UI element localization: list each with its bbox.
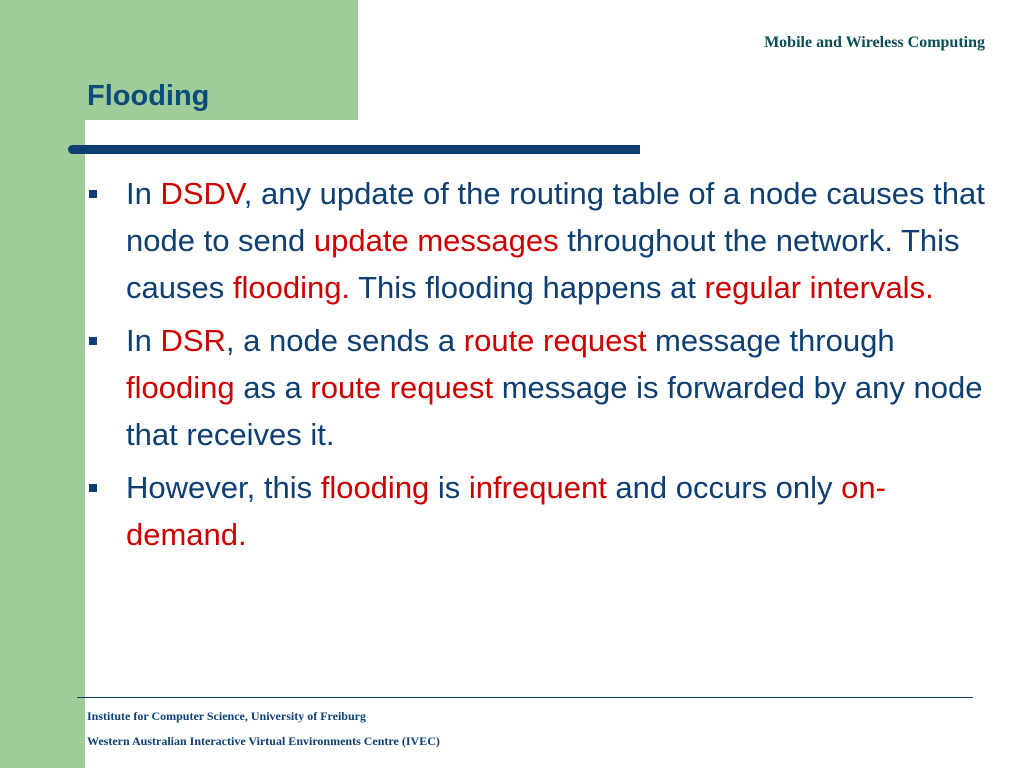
bullet-item — [87, 170, 987, 311]
bullet-text — [126, 176, 985, 305]
highlighted-term: regular intervals. — [704, 270, 934, 305]
title-underline-bar — [68, 145, 640, 154]
bullet-text — [126, 470, 886, 552]
highlighted-term: infrequent — [468, 470, 607, 505]
footer-institute: Institute for Computer Science, University of Freiburg — [87, 709, 366, 723]
square-bullet-icon — [89, 484, 97, 492]
highlighted-term: DSR — [160, 323, 226, 358]
slide-title: Flooding — [87, 80, 210, 112]
highlighted-term: update messages — [313, 223, 559, 258]
square-bullet-icon — [89, 337, 97, 345]
footer-centre: Western Australian Interactive Virtual Environments Centre (IVEC) — [87, 734, 440, 748]
bullet-segment: , any update of the routing table of a node causes that node to send — [126, 176, 985, 258]
highlighted-term: on-demand. — [126, 470, 886, 552]
bullet-segment: , a node sends a — [225, 323, 464, 358]
highlighted-term: route request — [463, 323, 647, 358]
bullet-segment: This flooding happens at — [350, 270, 705, 305]
bullet-segment: message through — [646, 323, 895, 358]
bullet-item — [87, 317, 987, 458]
highlighted-term: DSDV — [160, 176, 244, 211]
highlighted-term: flooding — [126, 370, 235, 405]
course-header: Mobile and Wireless Computing — [764, 34, 985, 51]
square-bullet-icon — [89, 190, 97, 198]
bullet-segment: In — [126, 176, 161, 211]
bullet-segment: as a — [234, 370, 311, 405]
bullet-segment: is — [429, 470, 469, 505]
bullet-segment: throughout the network. This causes — [126, 223, 960, 305]
bullet-list — [87, 170, 987, 564]
highlighted-term: flooding. — [232, 270, 351, 305]
bullet-text — [126, 323, 982, 452]
highlighted-term: route request — [310, 370, 494, 405]
bullet-segment: However, this — [126, 470, 321, 505]
bullet-segment: message is forwarded by any node that receives it. — [126, 370, 983, 452]
bullet-item — [87, 464, 987, 558]
footer-divider — [77, 697, 973, 698]
bullet-segment: and occurs only — [606, 470, 842, 505]
bullet-segment: In — [126, 323, 161, 358]
highlighted-term: flooding — [320, 470, 430, 505]
